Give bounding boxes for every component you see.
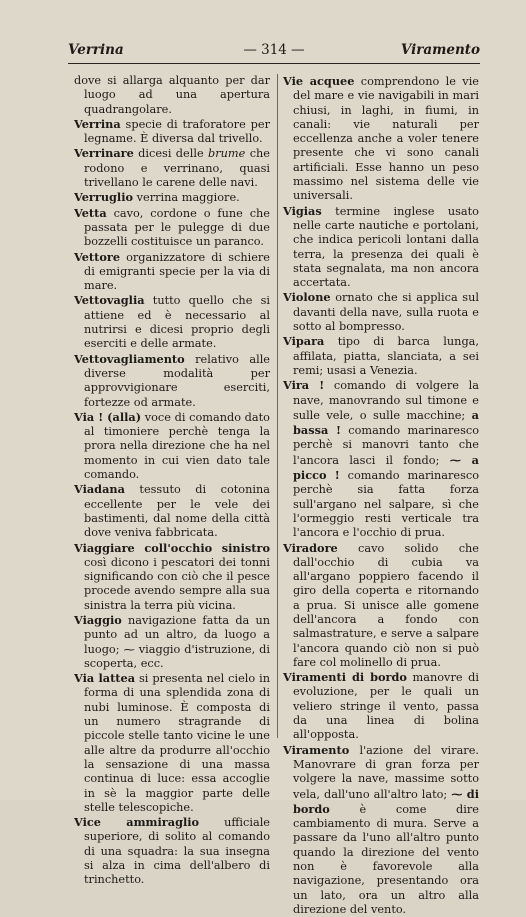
entry: dove si allarga alquanto per dar luogo ad una apertura quadrangolare. (74, 74, 270, 116)
entry: Vice ammiraglio ufficiale superiore, di solito al comando di una squadra: la sua insegna si alza in cima dell'albero di trinchetto. (74, 815, 270, 887)
entry-term: Viradore (283, 540, 338, 555)
entry: Via ! (alla) voce di comando dato al timoniere perchè tenga la prora nella direzione che ha nel momento in cui vien dato tale comando. (74, 409, 270, 482)
right-column (283, 74, 479, 916)
entry: Verrinare dicesi delle brume che rodono e verrinano, quasi trivellano le carene delle navi. (74, 146, 270, 190)
left-column (74, 74, 271, 887)
entry-term: Via lattea (74, 671, 136, 686)
entry-term: Vice ammiraglio (74, 815, 200, 830)
entry-subterm: ⁓ di bordo (293, 786, 479, 816)
entry-subterm: a bassa ! (293, 407, 479, 438)
entry: Viaggiare coll'occhio sinistro così dicono i pescatori dei tonni significando con ciò che il pesce procede avendo sempre alla sua sinistra la terra più vicina. (74, 540, 270, 612)
entry-term: Vettovaglia (74, 293, 145, 308)
entry-term: Verrinare (74, 146, 134, 161)
entry: Vigias termine inglese usato nelle carte nautiche e portolani, che indica pericoli lontani dalla terra, la presenza dei quali è stata segnalata, ma non ancora accertata. (283, 203, 479, 290)
entry: Vira ! comando di volgere la nave, manovrando sul timone e sulle vele, o sulle macchine; a bassa ! comando marinaresco perchè si manovri tanto che l'ancora lasci il fondo; ⁓ a picco ! comando marinaresco perchè sia fatta forza sull'argano nel salpare, sì che l'ormeggio resti verticale tra l'ancora e l'occhio di prua. (283, 378, 479, 540)
entry: Viramenti di bordo manovre di evoluzione, per le quali un veliero stringe il vento, passa da una linea di bolina all'opposta. (283, 670, 479, 742)
entry: Violone ornato che si applica sul davanti della nave, sulla ruota e sotto al bompresso. (283, 290, 479, 334)
entry-term: Verrina (74, 116, 121, 131)
entry-term: Vira ! (283, 378, 325, 393)
header-first-word: Verrina (68, 42, 124, 58)
entry: Viaggio navigazione fatta da un punto ad un altro, da luogo a luogo; ⁓ viaggio d'istruzione, di scoperta, ecc. (74, 612, 270, 670)
entry-term: Vie acquee (283, 74, 355, 88)
entry: Vettovaglia tutto quello che si attiene ed è necessario al nutrirsi e dicesi proprio degli eserciti e delle armate. (74, 293, 270, 351)
header-last-word: Viramento (400, 42, 480, 58)
entry: Vettore organizzatore di schiere di emigranti specie per la via di mare. (74, 249, 270, 293)
entry: Viradore cavo solido che dall'occhio di cubia va all'argano poppiero facendo il giro della coperta e ritornando a prua. Si unisce alle gomene dell'ancora a fondo con salmastrature, e serve a salpare l'ancora quando ciò non si può fare col molinello di prua. (283, 540, 479, 669)
running-header (68, 42, 480, 62)
header-rule (68, 63, 480, 64)
entry-term: Vigias (283, 203, 322, 218)
entry-term: Vettovagliamento (74, 351, 185, 366)
entry-term: Viaggiare coll'occhio sinistro (74, 540, 270, 555)
entry: Verrina specie di traforatore per legname. È diversa dal trivello. (74, 116, 270, 146)
entry-term: Vetta (74, 205, 107, 220)
entry-term: Vipara (283, 334, 325, 349)
entry-term: Viaggio (74, 612, 122, 627)
entry: Vetta cavo, cordone o fune che passata per le pulegge di due bozzelli costituisce un paranco. (74, 205, 270, 249)
column-divider (277, 74, 278, 738)
entry-term: Viramenti di bordo (283, 670, 407, 685)
entry: Via lattea si presenta nel cielo in forma di una splendida zona di nubi luminose. È composta di un numero stragrande di piccole stelle tanto vicine le une alle altre da produrre all'occhio la sensazione di una massa continua di luce: essa accoglie in sè la maggior parte delle stelle telescopiche. (74, 671, 271, 814)
entry-term: Vettore (74, 249, 121, 264)
entry: Viramento l'azione del virare. Manovrare di gran forza per volgere la nave, massime sotto vela, dall'uno all'altro lato; ⁓ di bordo è come dire cambiamento di mura. Serve a passare da l'uno all'altro punto quando la direzione del vento non è favorevole alla navigazione, presentando ora un lato, ora un altro alla direzione del vento. (283, 742, 479, 916)
entry: Vipara tipo di barca lunga, affilata, piatta, slanciata, a sei remi; usasi a Venezia. (283, 334, 479, 377)
entry-term: Violone (283, 290, 331, 305)
entry: Viadana tessuto di cotonina eccellente per le vele dei bastimenti, dal nome della città dove veniva fabbricata. (74, 482, 270, 540)
entry: Vettovagliamento relativo alle diverse modalità per approvvigionare eserciti, fortezze od armate. (74, 351, 270, 409)
entry-term: Via ! (alla) (74, 409, 142, 424)
entry-term: Viramento (283, 742, 350, 757)
entry-subterm: ⁓ a picco ! (293, 452, 479, 483)
entry: Vie acquee comprendono le vie del mare e vie navigabili in mari chiusi, in laghi, in fiumi, in canali: vie naturali per eccellenza anche a voler tenere presente che vi sono canali artificiali. Esse hanno un peso massimo nel sistema delle vie universali. (283, 74, 479, 203)
entry: Verruglio verrina maggiore. (74, 190, 240, 205)
entry-term: Verruglio (74, 190, 134, 205)
page-number: — 314 — (243, 42, 305, 58)
entry-term: Viadana (74, 482, 125, 497)
